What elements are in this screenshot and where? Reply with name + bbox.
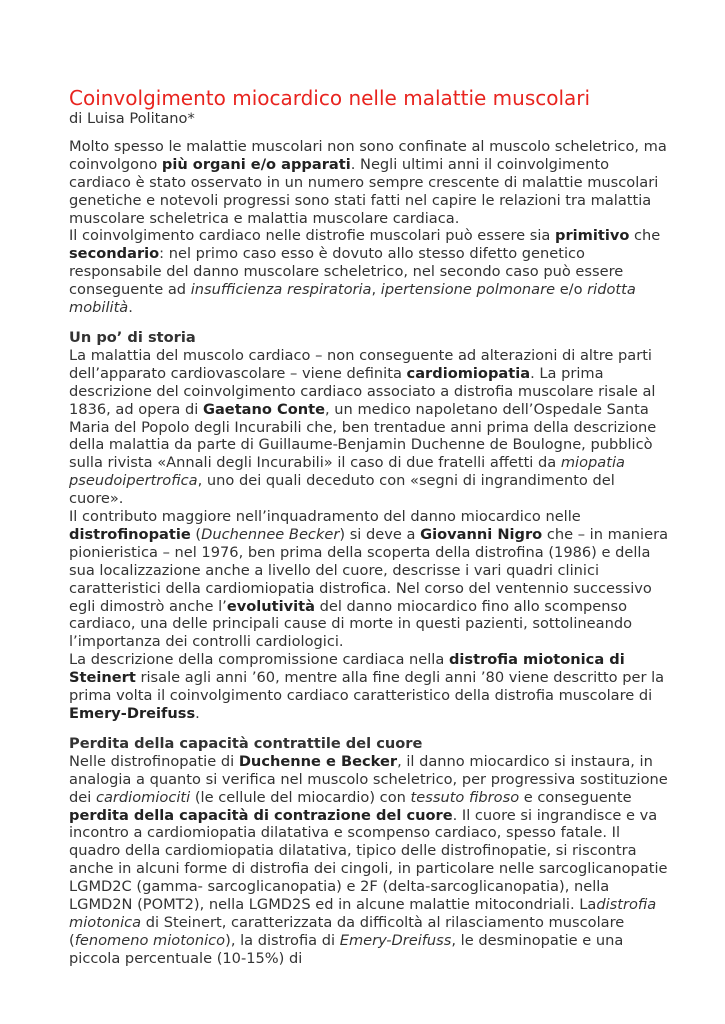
perdita-paragraph-1: Nelle distrofinopatie di Duchenne e Becker, il danno miocardico si instaura, in analogia a quanto si verifica nel muscolo scheletrico, per progressiva sostituzione dei cardiomiociti (le cellule del miocardio) con tessuto fibroso e conseguente perdita della capacità di contrazione del cuore. Il cuore si ingrandisce e va incontro a cardiomiopatia dilatativa e scompenso cardiaco, spesso fatale. Il quadro della cardiomiopatia dilatativa, tipico delle distrofinopatie, si riscontra anche in alcuni forme di distrofia dei cingoli, in particolare nelle sarcoglicanopatie LGMD2C (gamma- sarcoglicanopatia) e 2F (delta-sarcoglicanopatia), nella LGMD2N (POMT2), nella LGMD2S ed in alcune malattie mitocondriali. Ladistrofia miotonica di Steinert, caratterizzata da difficoltà al rilasciamento muscolare (fenomeno miotonico), la distrofia di Emery-Dreifuss, le desminopatie e una piccola percentuale (10-15%) di [69,752,668,967]
section-heading-perdita: Perdita della capacità contrattile del cuore [69,734,423,752]
document-page [69,86,669,968]
section-heading-storia: Un po’ di storia [69,328,196,346]
intro-paragraph-1: Molto spesso le malattie muscolari non sono confinate al muscolo scheletrico, ma coinvolgono più organi e/o apparati. Negli ultimi anni il coinvolgimento cardiaco è stato osservato in un numero sempre crescente di malattie muscolari genetiche e notevoli progressi sono stati fatti nel capire le relazioni tra malattia muscolare scheletrica e malattia muscolare cardiaca. [69,137,667,227]
intro-paragraph-2: Il coinvolgimento cardiaco nelle distrofie muscolari può essere sia primitivo che secondario: nel primo caso esso è dovuto allo stesso difetto genetico responsabile del danno muscolare scheletrico, nel secondo caso può essere conseguente ad insufficienza respiratoria, ipertensione polmonare e/o ridotta mobilità. [69,227,661,317]
storia-paragraph-2: Il contributo maggiore nell’inquadramento del danno miocardico nelle distrofinopatie (Duchennee Becker) si deve a Giovanni Nigro che – in maniera pionieristica – nel 1976, ben prima della scoperta della distrofina (1986) e della sua localizzazione anche a livello del cuore, descrisse i vari quadri clinici caratteristici della cardiomiopatia distrofica. Nel corso del ventennio successivo egli dimostrò anche l’evolutività del danno miocardico fino allo scompenso cardiaco, una delle principali cause di morte in questi pazienti, sottolineando l’importanza dei controlli cardiologici. [69,508,669,651]
storia-paragraph-1: La malattia del muscolo cardiaco – non conseguente ad alterazioni di altre parti dell’apparato cardiovascolare – viene definita cardiomiopatia. La prima descrizione del coinvolgimento cardiaco associato a distrofia muscolare risale al 1836, ad opera di Gaetano Conte, un medico napoletano dell’Ospedale Santa Maria del Popolo degli Incurabili che, ben trentadue anni prima della descrizione della malattia da parte di Guillaume-Benjamin Duchenne de Boulogne, pubblicò sulla rivista «Annali degli Incurabili» il caso di due fratelli affetti da miopatia pseudoipertrofica, uno dei quali deceduto con «segni di ingrandimento del cuore». [69,346,657,508]
article-author: di Luisa Politano* [69,110,195,127]
article-title: Coinvolgimento miocardico nelle malattie muscolari [69,86,591,110]
storia-paragraph-3: La descrizione della compromissione cardiaca nella distrofia miotonica di Steinert risale agli anni ’60, mentre alla fine degli anni ’80 viene descritto per la prima volta il coinvolgimento cardiaco caratteristico della distrofia muscolare di Emery-Dreifuss. [69,651,665,722]
